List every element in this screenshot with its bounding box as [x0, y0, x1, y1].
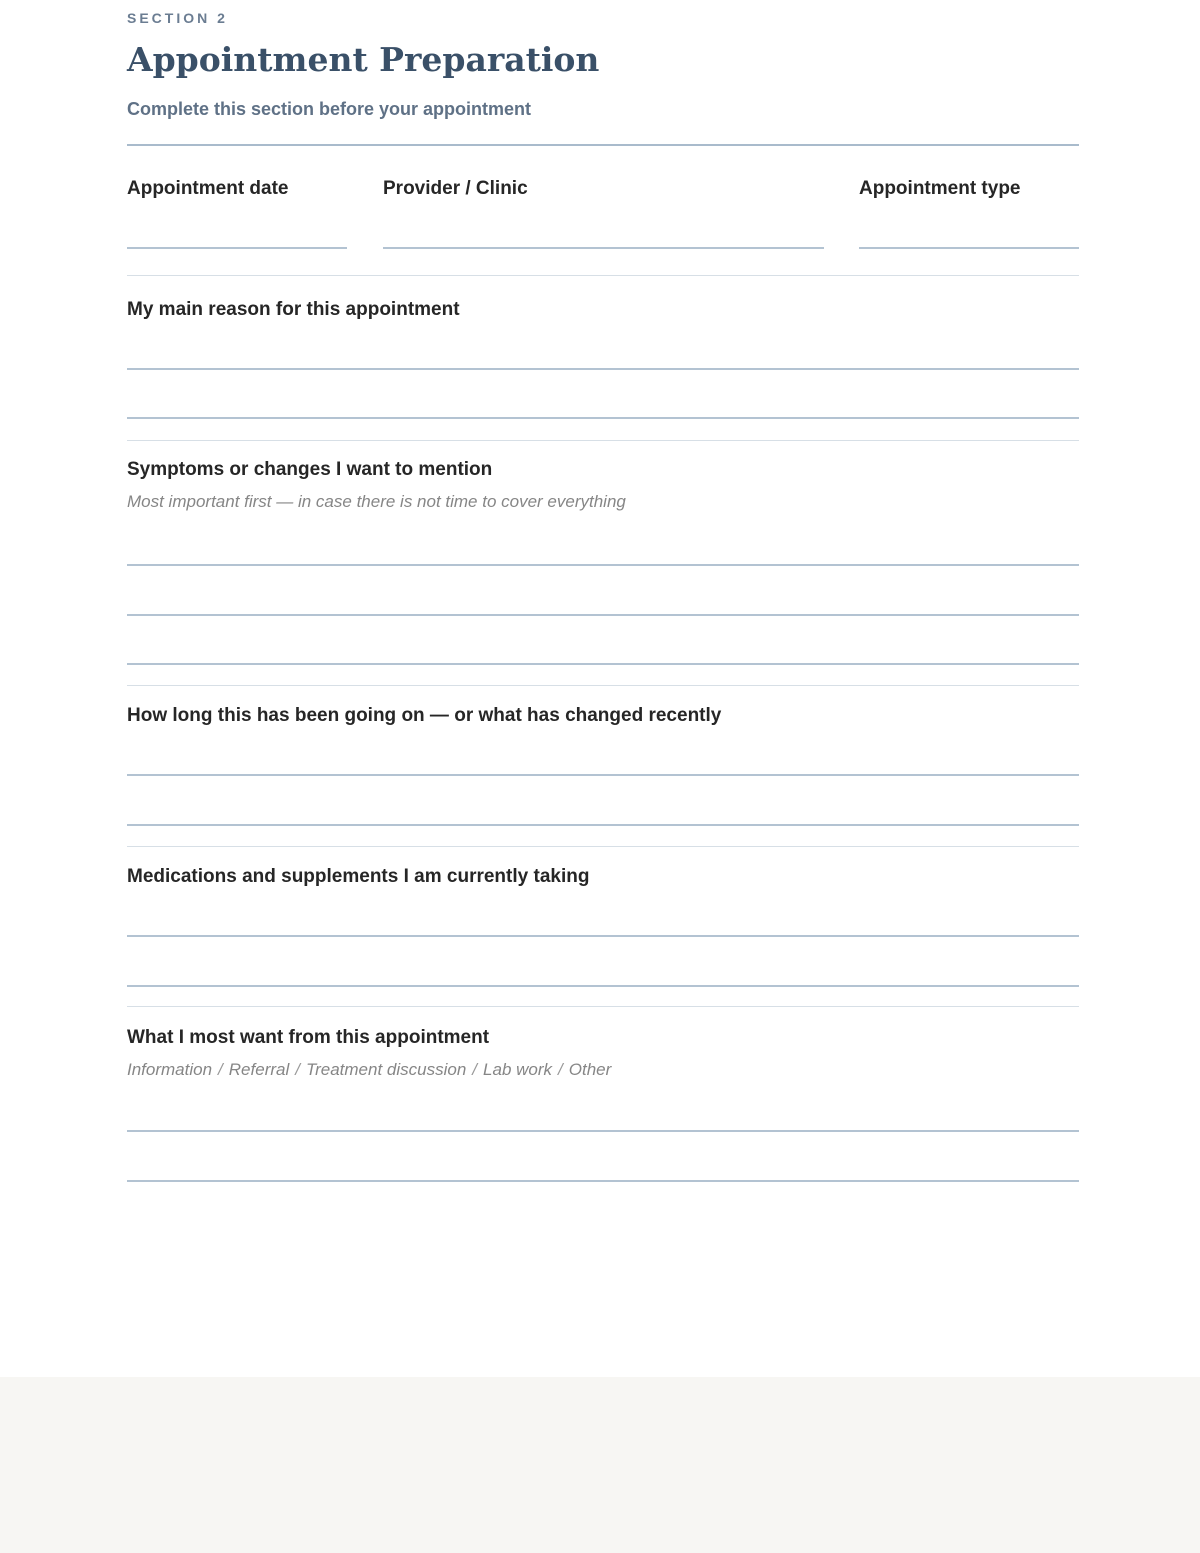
goals-line-1[interactable] [127, 1130, 1079, 1132]
page-subtitle: Complete this section before your appointment [127, 99, 532, 119]
goals-line-2[interactable] [127, 1180, 1079, 1182]
goals-options [127, 1060, 611, 1080]
section-divider [127, 846, 1079, 847]
section-divider [127, 275, 1079, 276]
option-separator: / [295, 1060, 300, 1079]
header-rule [127, 144, 1079, 146]
goal-option-treatment-discussion[interactable]: Treatment discussion [305, 1060, 467, 1079]
option-separator: / [218, 1060, 223, 1079]
duration-line-2[interactable] [127, 824, 1079, 826]
symptoms-line-1[interactable] [127, 564, 1079, 566]
section-divider [127, 685, 1079, 686]
duration-line-1[interactable] [127, 774, 1079, 776]
appointment-date-label: Appointment date [127, 178, 289, 199]
medications-label: Medications and supplements I am currently taking [127, 866, 590, 887]
main-reason-line-2[interactable] [127, 417, 1079, 419]
medications-line-2[interactable] [127, 985, 1079, 987]
provider-clinic-field[interactable] [383, 247, 824, 249]
page-footer-area [0, 1377, 1200, 1553]
option-separator: / [558, 1060, 563, 1079]
main-reason-line-1[interactable] [127, 368, 1079, 370]
symptoms-line-2[interactable] [127, 614, 1079, 616]
provider-clinic-label: Provider / Clinic [383, 178, 528, 199]
section-divider [127, 1006, 1079, 1007]
symptoms-label: Symptoms or changes I want to mention [127, 459, 493, 480]
goal-option-lab-work[interactable]: Lab work [483, 1060, 553, 1079]
appointment-date-field[interactable] [127, 247, 347, 249]
main-reason-label: My main reason for this appointment [127, 299, 460, 320]
option-separator: / [472, 1060, 478, 1079]
page-title: Appointment Preparation [127, 40, 600, 79]
section-divider [127, 440, 1079, 441]
goal-option-other[interactable]: Other [568, 1060, 612, 1079]
appointment-type-field[interactable] [859, 247, 1079, 249]
goal-option-information[interactable]: Information [127, 1060, 213, 1079]
goals-label: What I most want from this appointment [127, 1027, 490, 1048]
appointment-type-label: Appointment type [859, 178, 1021, 199]
symptoms-line-3[interactable] [127, 663, 1079, 665]
symptoms-hint: Most important first — in case there is not time to cover everything [127, 492, 626, 511]
goal-option-referral[interactable]: Referral [228, 1060, 290, 1079]
medications-line-1[interactable] [127, 935, 1079, 937]
section-label: SECTION 2 [127, 10, 228, 26]
duration-label: How long this has been going on — or what has changed recently [127, 705, 722, 726]
